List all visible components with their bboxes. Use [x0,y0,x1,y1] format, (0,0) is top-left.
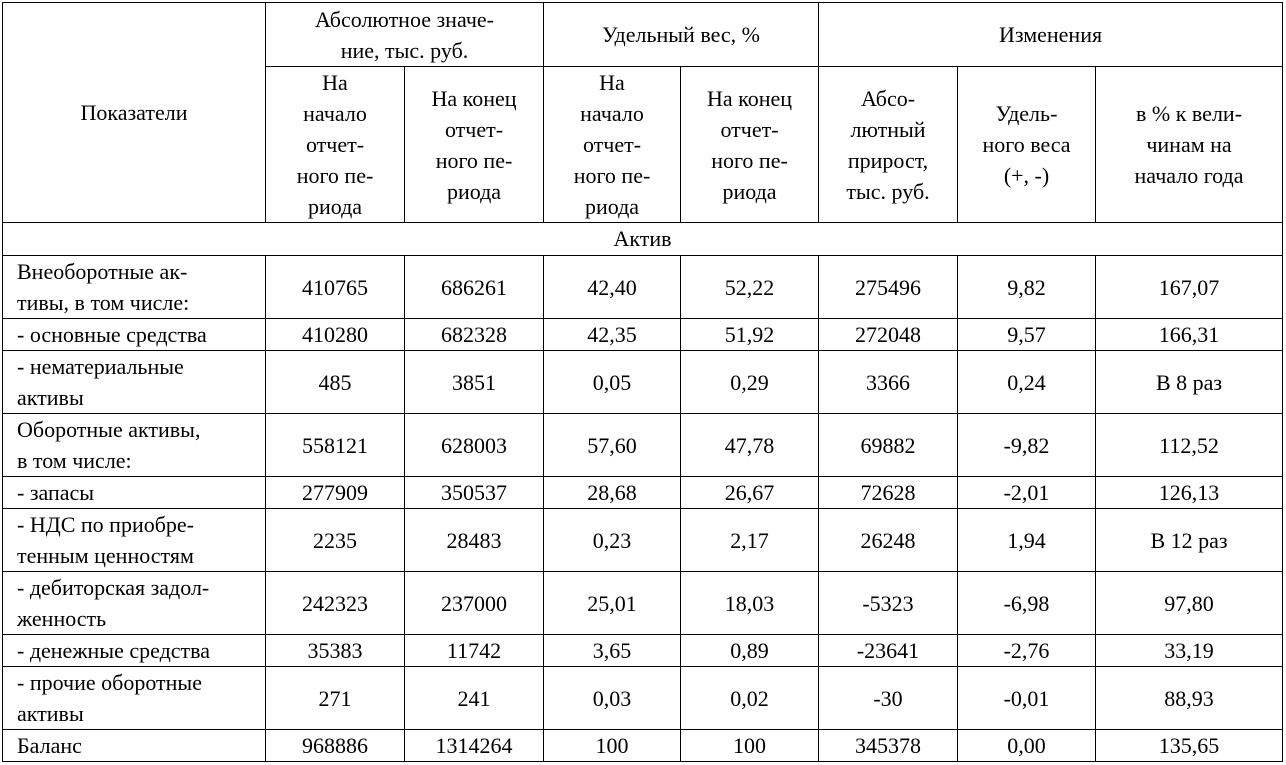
cell-chg-share: -2,01 [958,477,1096,509]
table-row [3,572,1283,635]
cell-abs-start: 968886 [266,730,405,762]
table-row [3,414,1283,477]
cell-chg-share: -9,82 [958,414,1096,477]
cell-share-start: 3,65 [544,635,681,667]
cell-chg-pct: В 12 раз [1096,509,1283,572]
cell-abs-start: 277909 [266,477,405,509]
row-label: - нематериальные активы [3,351,266,414]
cell-abs-start: 35383 [266,635,405,667]
cell-abs-end: 628003 [405,414,544,477]
cell-chg-abs: 26248 [819,509,958,572]
cell-chg-pct: В 8 раз [1096,351,1283,414]
cell-abs-start: 485 [266,351,405,414]
cell-abs-end: 28483 [405,509,544,572]
cell-abs-end: 3851 [405,351,544,414]
cell-chg-share: 9,82 [958,256,1096,319]
cell-share-start: 0,03 [544,667,681,730]
row-label: Внеоборотные ак- тивы, в том числе: [3,256,266,319]
cell-chg-share: 1,94 [958,509,1096,572]
row-label: Баланс [3,730,266,762]
cell-chg-share: 9,57 [958,319,1096,351]
cell-share-end: 47,78 [681,414,819,477]
cell-chg-pct: 112,52 [1096,414,1283,477]
cell-abs-start: 242323 [266,572,405,635]
cell-share-end: 0,89 [681,635,819,667]
cell-abs-end: 686261 [405,256,544,319]
cell-chg-abs: 69882 [819,414,958,477]
cell-share-start: 0,05 [544,351,681,414]
cell-share-end: 2,17 [681,509,819,572]
header-change-percent: в % к вели- чинам на начало года [1096,67,1283,223]
cell-share-start: 28,68 [544,477,681,509]
cell-abs-end: 682328 [405,319,544,351]
cell-chg-abs: 3366 [819,351,958,414]
cell-abs-end: 11742 [405,635,544,667]
table-row [3,730,1283,762]
row-label: - дебиторская задол- женность [3,572,266,635]
table-row [3,667,1283,730]
cell-chg-share: 0,00 [958,730,1096,762]
header-changes: Изменения [819,3,1283,67]
cell-chg-share: -6,98 [958,572,1096,635]
cell-chg-abs: 345378 [819,730,958,762]
cell-share-end: 51,92 [681,319,819,351]
cell-abs-start: 271 [266,667,405,730]
cell-share-end: 0,02 [681,667,819,730]
cell-chg-abs: 72628 [819,477,958,509]
row-label: - НДС по приобре- тенным ценностям [3,509,266,572]
cell-chg-abs: -23641 [819,635,958,667]
cell-abs-end: 237000 [405,572,544,635]
cell-share-end: 26,67 [681,477,819,509]
cell-abs-end: 1314264 [405,730,544,762]
table-row [3,477,1283,509]
header-change-absolute: Абсо- лютный прирост, тыс. руб. [819,67,958,223]
row-label: Оборотные активы, в том числе: [3,414,266,477]
cell-share-start: 100 [544,730,681,762]
cell-chg-abs: -5323 [819,572,958,635]
cell-chg-share: -2,76 [958,635,1096,667]
header-share-end: На конец отчет- ного пе- риода [681,67,819,223]
cell-chg-abs: -30 [819,667,958,730]
table-row [3,509,1283,572]
cell-chg-pct: 97,80 [1096,572,1283,635]
cell-chg-share: 0,24 [958,351,1096,414]
cell-share-start: 42,35 [544,319,681,351]
cell-chg-pct: 167,07 [1096,256,1283,319]
cell-abs-start: 410765 [266,256,405,319]
cell-share-start: 0,23 [544,509,681,572]
cell-abs-start: 2235 [266,509,405,572]
row-label: - основные средства [3,319,266,351]
cell-abs-start: 410280 [266,319,405,351]
table-row [3,256,1283,319]
table-row [3,351,1283,414]
cell-abs-end: 350537 [405,477,544,509]
cell-chg-abs: 275496 [819,256,958,319]
row-label: - прочие оборотные активы [3,667,266,730]
cell-share-start: 57,60 [544,414,681,477]
header-share-start: На начало отчет- ного пе- риода [544,67,681,223]
cell-chg-pct: 126,13 [1096,477,1283,509]
header-absolute-value: Абсолютное значе- ние, тыс. руб. [266,3,544,67]
row-label: - запасы [3,477,266,509]
table-row [3,319,1283,351]
cell-share-end: 52,22 [681,256,819,319]
cell-abs-start: 558121 [266,414,405,477]
cell-share-end: 0,29 [681,351,819,414]
cell-abs-end: 241 [405,667,544,730]
table-row [3,635,1283,667]
cell-chg-pct: 166,31 [1096,319,1283,351]
cell-share-end: 100 [681,730,819,762]
cell-share-start: 42,40 [544,256,681,319]
cell-chg-share: -0,01 [958,667,1096,730]
cell-chg-pct: 135,65 [1096,730,1283,762]
cell-chg-pct: 33,19 [1096,635,1283,667]
cell-share-end: 18,03 [681,572,819,635]
balance-structure-table [2,2,1283,762]
header-change-share: Удель- ного веса (+, -) [958,67,1096,223]
header-indicators: Показатели [3,3,266,223]
cell-chg-pct: 88,93 [1096,667,1283,730]
section-title-assets: Актив [3,223,1283,256]
header-abs-end: На конец отчет- ного пе- риода [405,67,544,223]
header-share: Удельный вес, % [544,3,819,67]
cell-share-start: 25,01 [544,572,681,635]
row-label: - денежные средства [3,635,266,667]
cell-chg-abs: 272048 [819,319,958,351]
header-abs-start: На начало отчет- ного пе- риода [266,67,405,223]
